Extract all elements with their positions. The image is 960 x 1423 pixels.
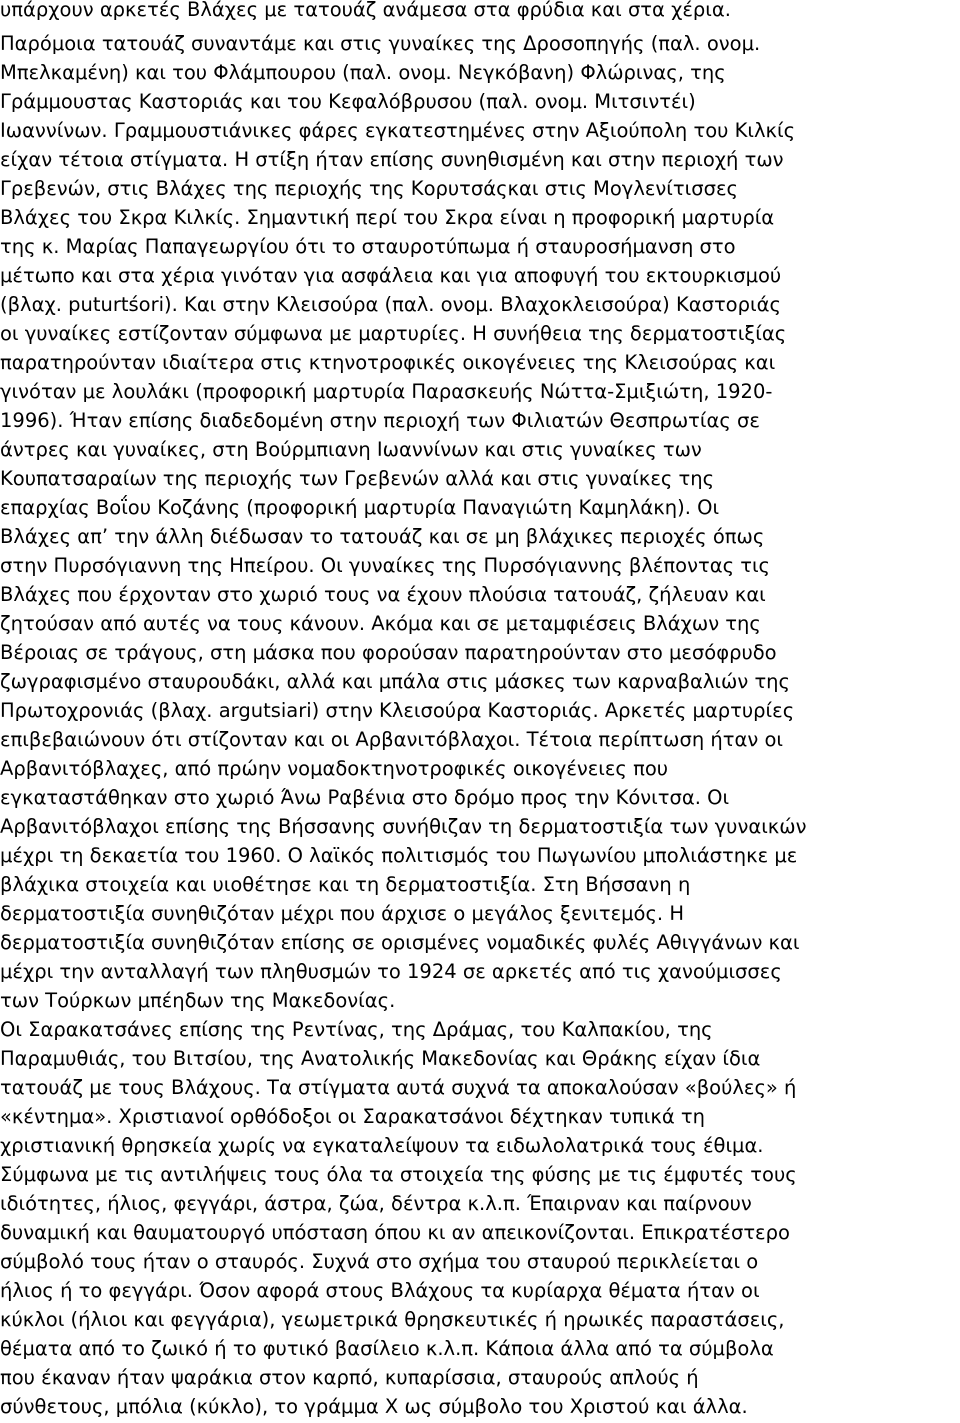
- text-line-46: κύκλοι (ήλιοι και φεγγάρια), γεωμετρικά θρησκευτικές ή ηρωικές παραστάσεις,: [0, 1308, 785, 1331]
- text-line-36: Οι Σαρακατσάνες επίσης της Ρεντίνας, της Δράμας, του Καλπακίου, της: [0, 1018, 713, 1041]
- text-line-21: Βλάχες που έρχονταν στο χωριό τους να έχουν πλούσια τατουάζ, ζήλευαν και: [0, 583, 766, 606]
- text-line-20: στην Πυρσόγιαννη της Ηπείρου. Οι γυναίκες της Πυρσόγιαννης βλέπoντας τις: [0, 554, 771, 577]
- text-line-12: οι γυναίκες εστίζονταν σύμφωνα με μαρτυρίες. Η συνήθεια της δερματοστιξίας: [0, 322, 787, 345]
- text-line-24: ζωγραφισμένο σταυρουδάκι, αλλά και μπάλα στις μάσκες των καρναβαλιών της: [0, 670, 790, 693]
- text-line-26: επιβεβαιώνουν ότι στίζονταν και οι Αρβανιτόβλαχοι. Τέτοια περίπτωση ήταν οι: [0, 728, 783, 751]
- text-line-28: εγκαταστάθηκαν στο χωριό Άνω Ραβένια στο δρόμο προς την Κόνιτσα. Οι: [0, 786, 730, 809]
- text-line-9: της κ. Μαρίας Παπαγεωργίου ότι το σταυροτύπωμα ή σταυροσήμανση στο: [0, 235, 736, 258]
- text-line-18: επαρχίας Βοΐου Κοζάνης (προφορική μαρτυρία Παναγιώτη Καμηλάκη). Οι: [0, 496, 720, 519]
- text-line-48: που έκαναν ήταν ψαράκια στον καρπό, κυπαρίσσια, σταυρούς απλούς ή: [0, 1366, 699, 1389]
- text-line-44: σύμβολό τους ήταν ο σταυρός. Συχνά στο σχήμα του σταυρού περικλείεται ο: [0, 1250, 759, 1273]
- text-line-15: 1996). Ήταν επίσης διαδεδομένη στην περιοχή των Φιλιατών Θεσπρωτίας σε: [0, 409, 760, 432]
- text-line-16: άντρες και γυναίκες, στη Βούρμπιανη Ιωαννίνων και στις γυναίκες των: [0, 438, 702, 461]
- text-line-29: Αρβανιτόβλαχοι επίσης της Βήσσανης συνήθιζαν τη δερματοστιξία των γυναικών: [0, 815, 807, 838]
- text-line-4: Γράμμουστας Καστοριάς και του Κεφαλόβρυσου (παλ. ονομ. Μιτσιντέι): [0, 90, 696, 113]
- text-line-37: Παραμυθιάς, του Βιτσίου, της Ανατολικής Μακεδονίας και Θράκης είχαν ίδια: [0, 1047, 761, 1070]
- text-line-43: δυναμική και θαυματουργό υπόσταση όπου κι αν απεικονίζονται. Επικρατέστερο: [0, 1221, 790, 1244]
- text-line-42: ιδιότητες, ήλιος, φεγγάρι, άστρα, ζώα, δέντρα κ.λ.π. Έπαιρναν και παίρνουν: [0, 1192, 752, 1215]
- text-line-33: δερματοστιξία συνηθιζόταν επίσης σε ορισμένες νομαδικές φυλές Αθιγγάνων και: [0, 931, 800, 954]
- text-line-27: Αρβανιτόβλαχες, από πρώην νομαδοκτηνοτροφικές οικογένειες που: [0, 757, 669, 780]
- text-line-39: «κέντημα». Χριστιανοί ορθόδοξοι οι Σαρακατσάνοι δέχτηκαν τυπικά τη: [0, 1105, 706, 1128]
- text-line-19: Βλάχες απ’ την άλλη διέδωσαν το τατουάζ και σε μη βλάχικες περιοχές όπως: [0, 525, 765, 548]
- text-line-49: σύνθετους, μπόλια (κύκλο), το γράμμα Χ ως σύμβολο του Χριστού και άλλα.: [0, 1395, 748, 1418]
- text-line-38: τατουάζ με τους Βλάχους. Τα στίγματα αυτά συχνά τα αποκαλούσαν «βούλες» ή: [0, 1076, 797, 1099]
- text-line-47: θέματα από το ζωικό ή το φυτικό βασίλειο κ.λ.π. Κάποια άλλα από τα σύμβολα: [0, 1337, 774, 1360]
- text-line-5: Ιωαννίνων. Γραμμουστιάνικες φάρες εγκατεστημένες στην Αξιούπολη του Κιλκίς: [0, 119, 796, 142]
- text-line-31: βλάχικα στοιχεία και υιοθέτησε και τη δερματοστιξία. Στη Βήσσανη η: [0, 873, 691, 896]
- text-line-14: γινόταν με λουλάκι (προφορική μαρτυρία Παρασκευής Νώττα-Σμιξιώτη, 1920-: [0, 380, 773, 403]
- text-line-45: ήλιος ή το φεγγάρι. Όσον αφορά στους Βλάχους τα κυρίαρχα θέματα ήταν οι: [0, 1279, 760, 1302]
- text-line-11: (βλαχ. puturtśori). Και στην Κλεισούρα (παλ. ονομ. Βλαχοκλεισούρα) Καστοριάς: [0, 293, 781, 316]
- text-line-34: μέχρι την ανταλλαγή των πληθυσμών το 1924 σε αρκετές από τις χανούμισσες: [0, 960, 782, 983]
- text-line-7: Γρεβενών, στις Βλάχες της περιοχής της Κορυτσάςκαι στις Μογλενίτισσες: [0, 177, 738, 200]
- text-line-2: Παρόμοια τατουάζ συναντάμε και στις γυναίκες της Δροσοπηγής (παλ. ονομ.: [0, 32, 761, 55]
- text-line-25: Πρωτοχρονιάς (βλαχ. argutsiari) στην Κλεισούρα Καστοριάς. Αρκετές μαρτυρίες: [0, 699, 795, 722]
- text-line-35: των Τούρκων μπέηδων της Μακεδονίας.: [0, 989, 396, 1012]
- text-line-41: Σύμφωνα με τις αντιλήψεις τους όλα τα στοιχεία της φύσης με τις έμφυτές τους: [0, 1163, 797, 1186]
- text-line-23: Βέροιας σε τράγους, στη μάσκα που φορούσαν παρατηρούνταν στο μεσόφρυδο: [0, 641, 777, 664]
- text-line-40: χριστιανική θρησκεία χωρίς να εγκαταλείψουν τα ειδωλολατρικά τους έθιμα.: [0, 1134, 764, 1157]
- text-line-6: είχαν τέτοια στίγματα. Η στίξη ήταν επίσης συνηθισμένη και στην περιοχή των: [0, 148, 784, 171]
- text-line-17: Κουπατσαραίων της περιοχής των Γρεβενών αλλά και στις γυναίκες της: [0, 467, 715, 490]
- text-line-30: μέχρι τη δεκαετία του 1960. Ο λαϊκός πολιτισμός του Πωγωνίου μπολιάστηκε με: [0, 844, 798, 867]
- text-line-3: Μπελκαμένη) και του Φλάμπουρου (παλ. ονομ. Νεγκόβανη) Φλώρινας, της: [0, 61, 726, 84]
- text-line-13: παρατηρούνταν ιδιαίτερα στις κτηνοτροφικές οικογένειες της Κλεισούρας και: [0, 351, 776, 374]
- text-line-10: μέτωπο και στα χέρια γινόταν για ασφάλεια και για αποφυγή του εκτουρκισμού: [0, 264, 782, 287]
- text-line-8: Βλάχες του Σκρα Κιλκίς. Σημαντική περί του Σκρα είναι η προφορική μαρτυρία: [0, 206, 775, 229]
- text-line-1: υπάρχουν αρκετές Βλάχες με τατουάζ ανάμεσα στα φρύδια και στα χέρια.: [0, 0, 731, 21]
- text-line-22: ζητούσαν από αυτές να τους κάνουν. Ακόμα και σε μεταμφιέσεις Βλάχων της: [0, 612, 761, 635]
- text-line-32: δερματοστιξία συνηθιζόταν μέχρι που άρχισε ο μεγάλος ξενιτεμός. Η: [0, 902, 684, 925]
